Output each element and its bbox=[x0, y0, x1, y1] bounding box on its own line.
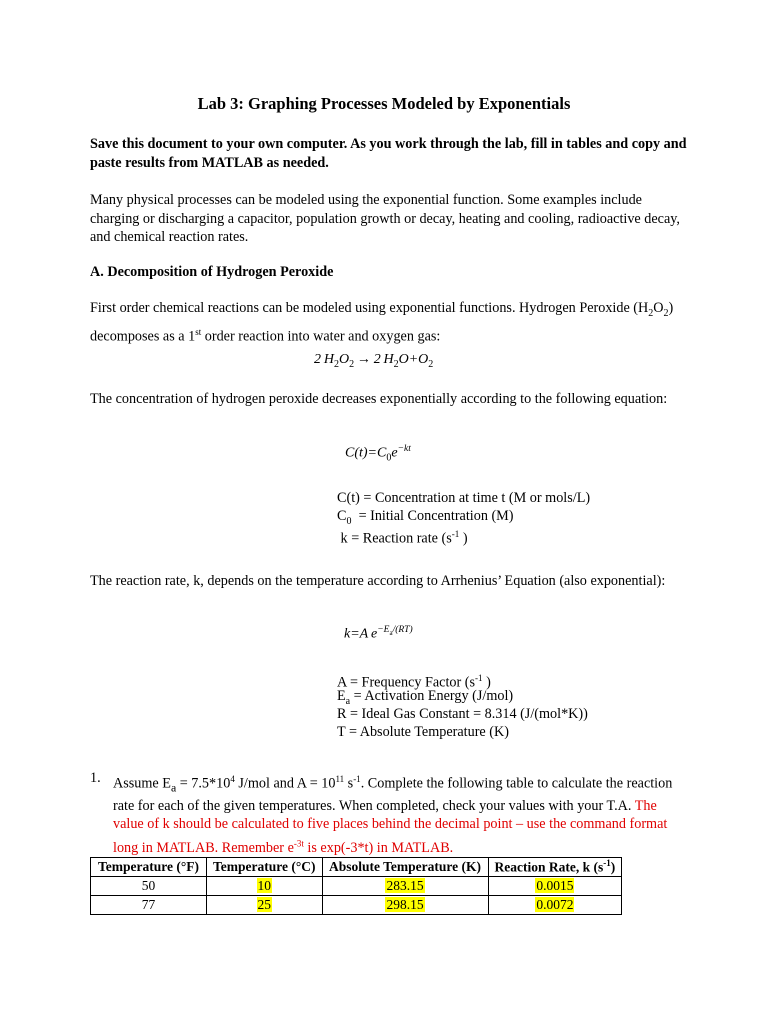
cell-reaction-rate: 0.0015 bbox=[488, 877, 622, 896]
cell-abs-temp: 283.15 bbox=[322, 877, 488, 896]
definition-c0: $C_0$ = Initial Concentration (M) bbox=[337, 508, 514, 527]
header-temp-c: Temperature (°C) bbox=[207, 858, 323, 877]
page-title: Lab 3: Graphing Processes Modeled by Exponentials bbox=[197, 94, 571, 113]
item-number: 1. bbox=[90, 770, 101, 786]
header-reaction-rate: Reaction Rate, k $(s^{-1})$ bbox=[488, 858, 622, 877]
table-row bbox=[91, 877, 622, 896]
cell-temp-f: 77 bbox=[91, 896, 207, 915]
matlab-note: The value of k should be calculated to five places behind the decimal point – use the command format long in MATLAB. Remember $e^{-3t}$ is exp(-3*t) in MATLAB. bbox=[113, 797, 668, 856]
definition-a: A = Frequency Factor ($s^{-1}$ ) bbox=[337, 673, 491, 691]
definition-ea: $E_a$ = Activation Energy (J/mol) bbox=[337, 688, 514, 707]
cell-temp-f: 50 bbox=[91, 877, 207, 896]
intro-instructions: Save this document to your own computer. As you work through the lab, fill in tables and copy and paste results from MATLAB as needed. bbox=[90, 136, 687, 171]
item-1-instructions: Assume $E_a = 7.5*10^4$ J/mol and $A = 10^{11}$ $s^{-1}$. Complete the following table to calculate the reaction rate for each of the given temperatures. When completed, check your values with your T.A. The value of k should be calculated to five places behind the decimal point – use the command format long in MATLAB. Remember $e^{-3t}$ is exp(-3*t) in MATLAB. bbox=[113, 774, 673, 856]
section-a-heading: A. Decomposition of Hydrogen Peroxide bbox=[90, 264, 334, 280]
definition-t: T = Absolute Temperature (K) bbox=[337, 724, 509, 740]
cell-temp-c: 25 bbox=[207, 896, 323, 915]
cell-temp-c: 10 bbox=[207, 877, 323, 896]
table-row bbox=[91, 896, 622, 915]
concentration-equation: $C(t)=C_0e^{-kt}$ bbox=[345, 444, 411, 464]
first-order-paragraph: First order chemical reactions can be modeled using exponential functions. Hydrogen Peroxide $(H_2O_2)$ decomposes as a 1st order reaction into water and oxygen gas: bbox=[90, 300, 674, 346]
arrhenius-definitions bbox=[337, 669, 588, 741]
cell-abs-temp: 298.15 bbox=[322, 896, 488, 915]
concentration-definitions bbox=[337, 489, 591, 547]
decomposition-equation: 2 $H_2O_2 \to 2$ $H_2O+O_2$ bbox=[314, 352, 434, 370]
arrhenius-equation: k=A $e^{-E_a/(RT)}$ bbox=[344, 625, 413, 642]
header-abs-temp: Absolute Temperature (K) bbox=[322, 858, 488, 877]
intro-paragraph: Many physical processes can be modeled using the exponential function. Some examples include charging or discharging a capacitor, population growth or decay, heating and cooling, radioactive decay, and chemical reaction rates. bbox=[90, 192, 680, 245]
definition-r: R = Ideal Gas Constant = 8.314 (J/(mol*K)) bbox=[337, 706, 588, 722]
reaction-rate-table bbox=[90, 857, 622, 915]
header-temp-f: Temperature (°F) bbox=[91, 858, 207, 877]
definition-ct: C(t) = Concentration at time t (M or mols/L) bbox=[337, 490, 591, 506]
table-header-row bbox=[91, 858, 622, 877]
concentration-paragraph: The concentration of hydrogen peroxide decreases exponentially according to the following equation: bbox=[90, 391, 668, 407]
cell-reaction-rate: 0.0072 bbox=[488, 896, 622, 915]
definition-k: k = Reaction rate ($s^{-1}$ ) bbox=[340, 529, 468, 547]
arrhenius-paragraph: The reaction rate, k, depends on the temperature according to Arrhenius’ Equation (also exponential): bbox=[90, 573, 666, 589]
